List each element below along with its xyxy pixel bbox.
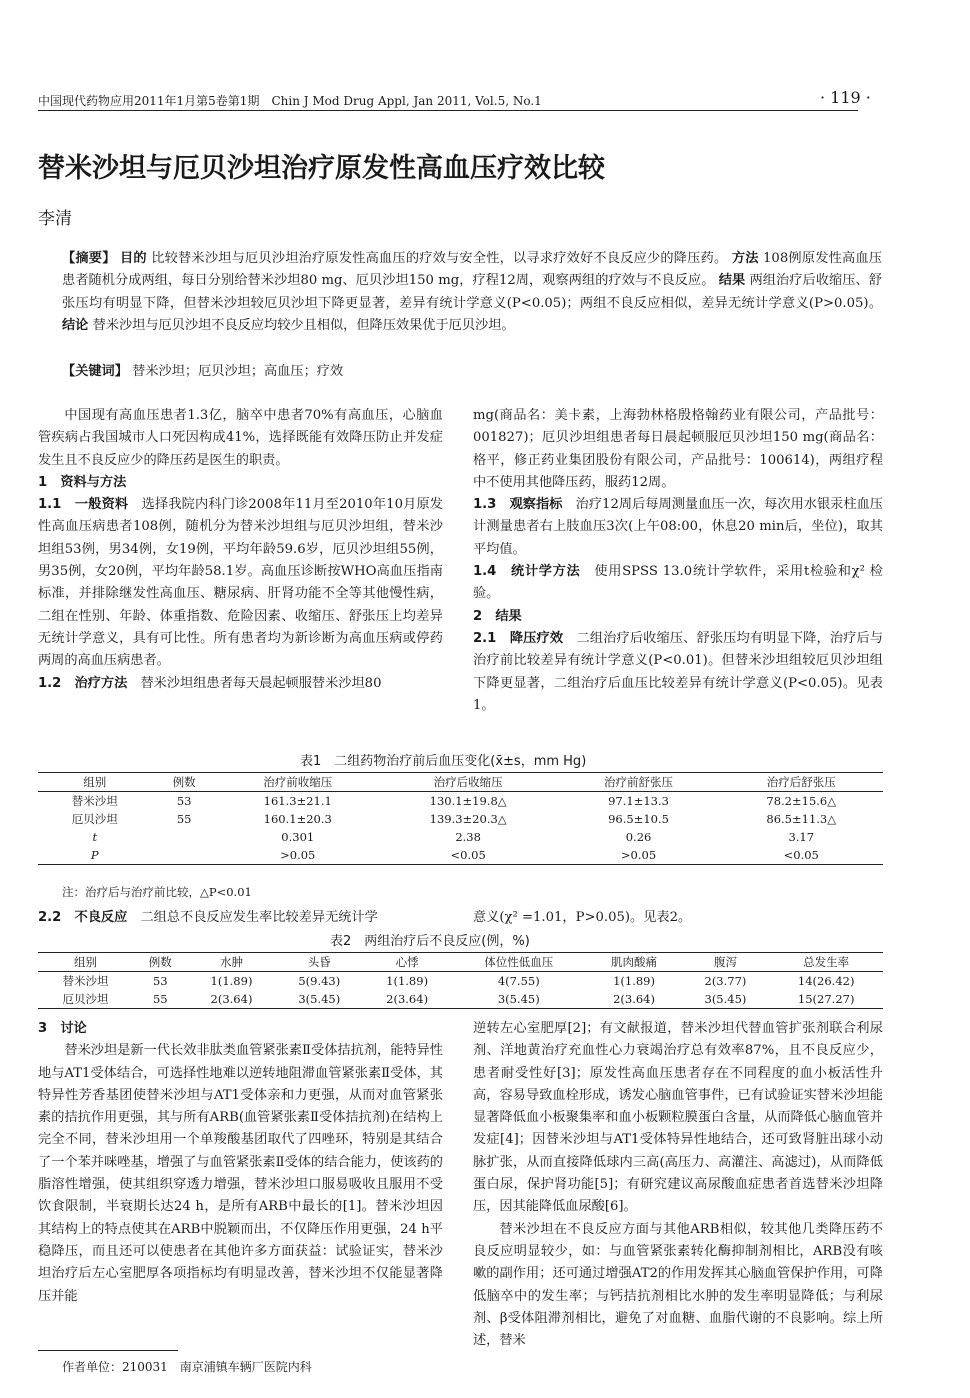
keywords [62,360,343,379]
table2-header: 腹泻 [713,955,737,969]
table-cell: 160.1±20.3 [263,812,332,826]
table-row [38,846,883,865]
table-row [38,972,883,991]
discussion-paragraph-2: 替米沙坦在不良反应方面与其他ARB相似，较其他几类降压药不良反应明显较少，如：与血管紧张素转化酶抑制剂相比，ARB没有咳嗽的副作用；还可通过增强AT2的作用发挥其心脑血管保护作用，可降低脑卒中的发生率；与钙拮抗剂相比水肿的发生率明显降低；与利尿剂、β受体阻滞剂相比，避免了对血糖、血脂代谢的不良影响。综上所述，替米 [473,1221,883,1349]
section-1-2-label: 1.2 治疗方法 [38,675,128,691]
table-cell: 2(3.64) [613,992,655,1006]
abstract-label: 【摘要】 [62,251,116,266]
result-text: 两组治疗后收缩压、舒张压均有明显下降，但替米沙坦较厄贝沙坦下降更显著，差异有统计学意义(P<0.05)；两组不良反应相似，差异无统计学意义(P>0.05)。 [62,273,882,311]
table2-header: 体位性低血压 [484,955,554,969]
table2-header: 肌肉酸痛 [611,955,658,969]
section-1-3-label: 1.3 观察指标 [473,497,563,513]
table-cell: t [92,830,98,844]
conclusion-text: 替米沙坦与厄贝沙坦不良反应均较少且相似，但降压效果优于厄贝沙坦。 [92,317,515,333]
purpose-text: 比较替米沙坦与厄贝沙坦治疗原发性高血压的疗效与安全性，以寻求疗效好不良反应少的降压药。 [151,251,728,266]
table-cell: 53 [176,794,192,808]
table1-header-row [38,773,883,792]
table-cell: 厄贝沙坦 [62,992,109,1006]
author-affiliation: 作者单位：210031 南京浦镇车辆厂医院内科 [62,1360,312,1374]
table-cell: 55 [176,812,192,826]
method-label: 方法 [731,251,759,266]
table-cell: 139.3±20.3△ [429,812,507,826]
table-cell: <0.05 [783,848,819,862]
discussion-left [38,1018,443,1308]
abstract [62,248,882,337]
table1 [38,772,883,865]
table2-header: 组别 [74,955,98,969]
keywords-label: 【关键词】 [62,364,128,379]
table-cell: 1(1.89) [210,974,253,988]
section-1-4-label: 1.4 统计学方法 [473,564,581,580]
method-text: 108例原发性高血压患者随机分成两组，每日分别给替米沙坦80 mg、厄贝沙坦150 mg，疗程12周，观察两组的疗效与不良反应。 [62,251,883,289]
footnote-rule [38,1350,178,1351]
keywords-text: 替米沙坦；厄贝沙坦；高血压；疗效 [132,364,344,379]
table-cell: 2(3.64) [386,992,429,1006]
table-cell: 2(3.77) [704,974,747,988]
table-cell: 161.3±21.1 [263,794,332,808]
table2-header: 头昏 [307,955,331,969]
table-cell: 替米沙坦 [62,974,109,988]
result-label: 结果 [718,273,746,289]
table-cell: 3.17 [788,830,815,844]
table2 [38,952,883,1009]
section-1-2 [38,673,443,695]
table2-caption: 表2 两组治疗后不良反应(例，%) [330,934,530,949]
header-rule [38,110,858,111]
table2-header-row [38,953,883,972]
table-row [38,828,883,846]
table1-header: 治疗后收缩压 [433,775,503,789]
running-header: 中国现代药物应用2011年1月第5卷第1期 Chin J Mod Drug Appl, Jan 2011, Vol.5, No.1 [38,94,542,108]
table2-header: 总发生率 [803,955,850,969]
discussion-right [473,1018,883,1352]
table-row [38,990,883,1009]
table-cell: 2.38 [455,830,481,844]
table-cell: 2(3.64) [210,992,253,1006]
discussion-paragraph-1: 替米沙坦是新一代长效非肽类血管紧张素Ⅱ受体拮抗剂，能特异性地与AT1受体结合，可选择性地难以逆转地阻滞血管紧张素Ⅱ受体，其特异性芳香基团使替米沙坦与AT1受体亲和力更强，从而对血管紧张素的拮抗作用更强，其与所有ARB(血管紧张素Ⅱ受体拮抗剂)在结构上完全不同，替米沙坦用一个单羧酸基团取代了四唑环，特别是其结合了一个苯并咪唑基，增强了与血管紧张素Ⅱ受体的结合能力，使该药的脂溶性增强，使其组织穿透力增强，替米沙坦口服易吸收且服用不受饮食限制，半衰期长达24 h，是所有ARB中最长的[1]。替米沙坦因其结构上的特点使其在ARB中脱颖而出，不仅降压作用更强，24 h平稳降压，而且还可以使患者在其他许多方面获益：试验证实，替米沙坦治疗后左心室肥厚各项指标均有明显改善，替米沙坦不仅能显著降压并能 [38,1043,443,1304]
section-2-1 [473,628,883,717]
table-cell: 3(5.45) [704,992,747,1006]
table2-header: 例数 [148,955,172,969]
table-cell: 0.26 [625,830,652,844]
section-1-3 [473,494,883,561]
table-cell: 97.1±13.3 [608,794,669,808]
table1-header: 治疗前收缩压 [263,775,333,789]
conclusion-label: 结论 [62,317,89,333]
section-3-heading: 3 讨论 [38,1021,87,1036]
table2-header: 水肿 [219,955,243,969]
section-1-2-continued: mg(商品名：美卡素，上海勃林格殷格翰药业有限公司，产品批号：001827)；厄贝沙坦组患者每日晨起顿服厄贝沙坦150 mg(商品名：格平，修正药业集团股份有限公司，产品批号：100614)，两组疗程中不使用其他降压药，服药12周。 [473,408,883,490]
table-cell: 78.2±15.6△ [766,794,837,808]
section-2-2-text: 二组总不良反应发生率比较差异无统计学 [140,910,378,925]
page-number: · 119 · [820,88,871,107]
article-title: 替米沙坦与厄贝沙坦治疗原发性高血压疗效比较 [38,153,605,184]
intro-paragraph: 中国现有高血压患者1.3亿，脑卒中患者70%有高血压，心脑血管疾病占我国城市人口死因构成41%，选择既能有效降压防止并发症发生且不良反应少的降压药是医生的职责。 [38,408,443,468]
table-row [38,810,883,828]
table-cell: 14(26.42) [797,974,855,988]
table-cell: 86.5±11.3△ [766,812,837,826]
table-cell: 130.1±19.8△ [429,794,507,808]
section-2-2 [38,906,378,925]
table2-header: 心悸 [395,955,419,969]
table-cell: 5(9.43) [298,974,341,988]
table-cell [152,846,217,865]
table1-header: 例数 [172,775,196,789]
table1-header: 治疗后舒张压 [766,775,836,789]
table-cell: 0.301 [281,830,315,844]
table1-header: 治疗前舒张压 [604,775,674,789]
table-cell: 3(5.45) [497,992,540,1006]
table-cell: 替米沙坦 [71,794,118,808]
section-1-3-text: 治疗12周后每周测量血压一次，每次用水银汞柱血压计测量患者右上肢血压3次(上午08:00，休息20 min后，坐位)，取其平均值。 [473,497,883,557]
table-cell: 1(1.89) [613,974,655,988]
table-cell: 3(5.45) [298,992,341,1006]
left-column [38,405,443,695]
discussion-paragraph-1-continued: 逆转左心室肥厚[2]；有文献报道，替米沙坦代替血管扩张剂联合利尿剂、洋地黄治疗充血性心力衰竭治疗总有效率87%，且不良反应少，患者耐受性好[3]；原发性高血压患者存在不同程度的血小板活性升高，容易导致血栓形成，诱发心脑血管事件，已有试验证实替米沙坦能显著降低血小板聚集率和血小板颗粒膜蛋白含量，从而降低心脑血管并发症[4]；因替米沙坦与AT1受体特异性地结合，还可致肾脏出球小动脉扩张，从而直接降低球内三高(高压力、高灌注、高滤过)，从而降低蛋白尿，保护肾功能[5]；有研究建议高尿酸血症患者首选替米沙坦降压，因其能降低血尿酸[6]。 [473,1021,883,1215]
section-2-2-label: 2.2 不良反应 [38,910,128,925]
table-cell: 55 [152,992,168,1006]
table1-header: 组别 [83,775,107,789]
table1-caption: 表1 二组药物治疗前后血压变化(x̄±s，mm Hg) [300,754,587,769]
table-cell: 15(27.27) [797,992,855,1006]
author: 李清 [38,209,72,229]
section-1-1 [38,494,443,672]
table-row [38,792,883,811]
section-1-2-text: 替米沙坦组患者每天晨起顿服替米沙坦80 [140,675,382,691]
table1-note: 注：治疗后与治疗前比较，△P<0.01 [62,885,252,899]
section-1-4 [473,561,883,606]
table-cell: 厄贝沙坦 [71,812,118,826]
table-cell: 4(7.55) [497,974,540,988]
table-cell: 1(1.89) [386,974,429,988]
table-cell: 96.5±10.5 [608,812,669,826]
table-cell: <0.05 [450,848,486,862]
section-1-4-text: 使用SPSS 13.0统计学软件，采用t检验和χ² 检验。 [473,564,883,602]
table-cell: >0.05 [280,848,316,862]
table-cell: 53 [152,974,168,988]
section-1-1-label: 1.1 一般资料 [38,497,129,513]
section-2-1-label: 2.1 降压疗效 [473,630,564,646]
section-1-heading: 1 资料与方法 [38,474,127,490]
table-cell: >0.05 [620,848,657,862]
section-1-1-text: 选择我院内科门诊2008年11月至2010年10月原发性高血压病患者108例，随机分为替米沙坦组与厄贝沙坦组，替米沙坦组53例，男34例，女19例，平均年龄59.6岁，厄贝沙坦组55例，男35例，女20例，平均年龄58.1岁。高血压诊断按WHO高血压指南标准，并排除继发性高血压、糖尿病、肝肾功能不全等其他慢性病，二组在性别、年龄、体重指数、危险因素、收缩压、舒张压上均差异无统计学意义，具有可比性。所有患者均为新诊断为高血压病或停药两周的高血压病患者。 [38,497,443,669]
section-2-2-continued: 意义(χ² =1.01，P>0.05)。见表2。 [473,910,692,925]
table-cell: P [90,848,99,862]
right-column [473,405,883,717]
purpose-label: 目的 [120,251,147,266]
section-2-heading: 2 结果 [473,608,522,624]
section-2-1-text: 二组治疗后收缩压、舒张压均有明显下降，治疗后与治疗前比较差异有统计学意义(P<0.01)。但替米沙坦组较厄贝沙坦组下降更显著，二组治疗后血压比较差异有统计学意义(P<0.05)。见表1。 [473,630,884,713]
table-cell [152,828,217,846]
